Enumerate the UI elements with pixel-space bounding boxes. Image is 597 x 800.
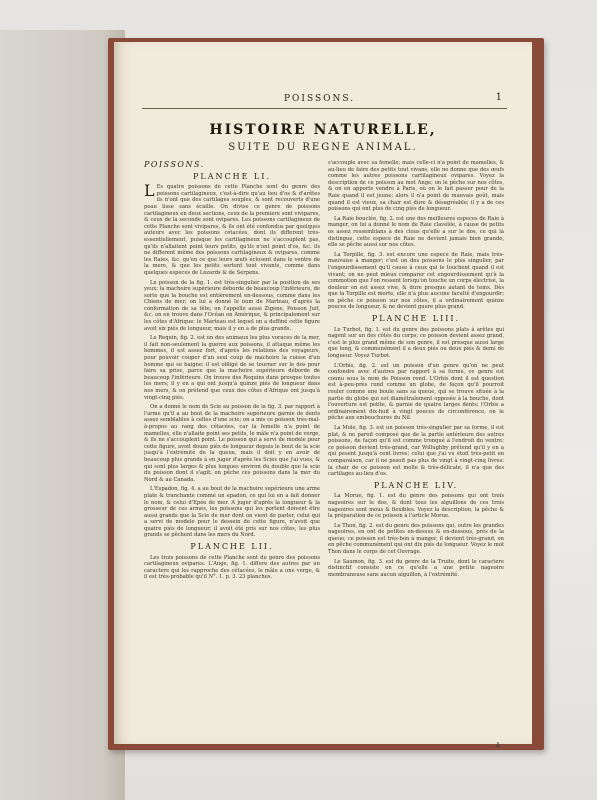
- paragraph: Le poisson de la fig. 1. est très-singulier par la position de ses yeux; la machoire supérieure déborde de beaucoup l'inférieure, de sorte que la bouche est entiérement en-dessous, comme dans les Chiens de mer; on lui a donné le nom de Marteau, d'après la conformation de sa tête; on l'appelle aussi Zigene, Poisson Juif, &c. on en trouve dans l'Océan en Amérique, & principalement sur les côtes d'Afrique: le Marteau est lequel on a deffiné cette figure avoit six piés de longueur, mais il y en a de plus grands.: [144, 279, 320, 332]
- paragraph-text: Es quatre poissons de cette Planche sont du genre des poissons cartilagineux, c'est-à-dire qu'au lieu d'os & d'arêtes ils n'ont que des cartilages souples, & sont recouverts d'une peau lisse sans écaille. On divise ce genre de poissons cartilagineux en deux sections, ceux de la premiere sont vivipares, & ceux de la seconde sont ovipares. Les poissons cartilagineux de cette Planche sont vivipares, & ils ont été confondus par quelques auteurs avec les poissons cétacées, dont ils different très-essentiellement, puisque les cartilagineux ne s'accouplent pas, qu'ils n'allaitent point leurs petits, qu'ils n'ont point d'os, &c. ils ne different même des poissons cartilagineux & ovipares, comme les Raies, &c. qu'en ce que leurs œufs éclosent dans le ventre de la mere, & que les petits sortent tout vivants, comme dans quelques especes de Lézards & de Serpens.: [144, 184, 320, 276]
- paragraph: Le Thon, fig. 2. est du genre des poissons qui, outre les grandes nageoires, en ont de petites en-dessus & en-dessous, près de la queue; ce poisson est très-bon à manger, il devient très-grand, on en pêche communément qui ont dix piés de longueur. Voyez le mot Thon dans le corps de cet Ouvrage.: [328, 522, 504, 556]
- plate-heading-liii: PLANCHE LIII.: [371, 314, 461, 324]
- plate-heading-li: PLANCHE LI.: [193, 171, 271, 181]
- paragraph: La Morue, fig. 1. est du genre des poissons qui ont trois nageoires sur le dos, & dont tous les aiguillons de ces trois nageoires sont mous & flexibles. Voyez la description, la pêche & la préparation de ce poisson à l'article Morue.: [328, 493, 504, 520]
- left-column: [144, 160, 320, 740]
- book-left-block: [0, 30, 125, 800]
- paragraph: On a donné le nom de Scie au poisson de la fig. 3. par rapport à l'arme qu'il a au bout de la machoire supérieure garnie de dents assez semblables à celles d'une scie; on a mis ce poisson très-mal-à-propos au rang des cétacées, car la femelle n'a point de mamelles, elle n'allaite point ses petits, le mâle n'a point de verge, & ils ne s'accouplent point. Le poisson qui a servi de modele pour cette figure, avoit douze piés de longueur depuis le bout de la scie jusqu'à l'extrémité de la queue, mais il doit y en avoir de beaucoup plus grands à en juger d'après les Scies que j'ai vues, & qui sont plus larges & plus longues environ du double que la scie du poisson dont il s'agit; on pêche ces poissons dans la mer du Nord & au Canada.: [144, 404, 320, 483]
- paragraph: La Raie bouclée, fig. 2. est une des meilleures especes de Raie à manger, on lui a donné le nom de Raie clavelée, à cause de petits os assez ressemblans à des clous qu'elle a sur le dos, ce qui la distingue, cette espece de Raie ne devient jamais bien grande, elle se pêche aussi sur nos côtes.: [328, 215, 504, 249]
- signature-mark: A: [495, 742, 500, 749]
- plate-heading-lii: PLANCHE LII.: [190, 542, 274, 552]
- book-page: [114, 42, 532, 749]
- paragraph: [144, 181, 320, 276]
- paragraph: Le Turbot, fig. 1. est du genre des poissons plats à arêtes qui nagent sur un des côtés du corps; ce poisson devient assez grand, c'est le plus grand même de son genre, il est presque aussi large que long, & communément il a deux piés ou deux piés & demi de longueur. Voyez Turbot.: [328, 326, 504, 360]
- page-number: 1: [495, 92, 502, 103]
- running-title: POISSONS.: [284, 94, 356, 104]
- paragraph: L'Espadon, fig. 4. a au bout de la machoire supérieure une arme plate & tranchante comme un epadon, ce qui lui en a fait donner le nom, & celui d'Epée de mer. A juger d'après la longueur & la grosseur de ces armes, les poissons qui les portent doivent être aussi grands que la Scie de mer dont on vient de parler, celui qui a servi de modele pour le dessein de cette figure, n'avoit que quatre piés de longueur; il avoit été pris sur nos côtes, les plus grands se pêchent dans les mers du Nord.: [144, 486, 320, 539]
- plate-heading-liv: PLANCHE LIV.: [373, 480, 459, 490]
- paragraph: Le Saumon, fig. 3. est du genre de la Truite, dont le caractere distinctif consiste en ce qu'elle a une petite nageoire membraneuse sans aucun aiguillon, à l'extrémité.: [328, 558, 504, 578]
- paragraph: L'Orbis, fig. 2. est un poisson d'un genre qu'on ne peut confondre avec d'autres par rapport à sa forme, ce genre est connu sous le nom de Poisson rond. L'Orbis dont il est question est à-peu-près rond comme un globe, de façon qu'il pourroit rouler comme une boule sans sa queue, qui se trouve située à la partie du globe qui est diamétralement opposée à la bouche, dont l'ouverture est petite, & garnie de quatre larges dents; l'Orbis a ordinairement dix-huit à vingt pouces de circonférence, on le pêche aux embouchures du Nil.: [328, 362, 504, 422]
- paragraph: La Torpille, fig. 3. est encore une espece de Raie, mais très-mauvaise à manger; c'est un des poissons le plus singulier, par l'engourdissement qu'il cause à ceux qui le touchent quand il est vivant; on ne peut mieux comparer cet engourdissement qu'à la commotion que l'on ressent lorsqu'on touche un corps électrisé, la douleur en est assez vive, & dure presque autant de tems. Dès que la Torpille est morte, elle n'a plus aucune faculté d'engourdir; on pêche ce poisson sur nos côtes, il a ordinairement quinze pouces de longueur, & ne devient guere plus grand.: [328, 251, 504, 311]
- paragraph: La Mole, fig. 3. est un poisson très-singulier par sa forme, il est plat, & ne paroit composé que de la partie antérieure des autres poissons, de façon qu'il est comme tronqué à l'endroit du ventre; ce poisson devient très-grand, car Willughby prétend qu'il y en a qui pesent jusqu'à cent livres; celui que j'ai vu étoit très-petit en comparaison, car il ne pesoit pas plus de vingt à vingt-cinq livres: la chair de ce poisson est molle & très-délicate, il n'a que des cartilages au-lieu d'os.: [328, 424, 504, 478]
- section-label: POISSONS.: [144, 160, 205, 169]
- right-column: [328, 160, 504, 740]
- paragraph: Les trois poissons de cette Planche sont du genre des poissons cartilagineux ovipares. L'Ange, fig. 1. differe des autres par un caractere qui les rapproche des cétacées, le mâle a une verge, & il est très-probable qu'il N°. 1. p. 3. 23 planches.: [144, 554, 320, 581]
- page-title: HISTOIRE NATURELLE,: [209, 122, 437, 138]
- header-rule: [142, 108, 507, 109]
- drop-cap: L: [144, 181, 155, 201]
- paragraph: s'accouple avec sa femelle; mais celle-ci n'a point de mamelles, & au-lieu de faire des petits tout vivans, elle ne donne que des œufs comme les autres poissons cartilagineux ovipares. Voyez la description de ce poisson au mot Ange; on le pêche sur nos côtes, & on en apporte vendre à Paris, où on le fait passer pour de la Raie quand il est jeune; alors il n'a point de mauvais goût, mais quand il est vieux, sa chair est dure & désagréable; il y a de ces poissons qui ont plus de cinq piés de longueur.: [328, 160, 504, 213]
- paragraph: Le Requin, fig. 2. est un des animaux les plus voraces de la mer, il fait non-seulement la guerre aux poissons, il attaque même les hommes, il est assez fort, d'après les relations des voyageurs, pour pouvoir couper d'un seul coup de machoire la cuisse d'un homme qui se baigne; il est obligé de se tourner sur le dos pour faire sa prise, parce que la machoire supérieure déborde de beaucoup l'inférieure. On trouve des Requins dans presque toutes les mers; il y en a qui ont jusqu'à quinze piés de longueur dans nos mers, & on prétend que ceux des côtes d'Afrique ont jusqu'à vingt-cinq piés.: [144, 335, 320, 401]
- page-subtitle: SUITE DU REGNE ANIMAL.: [228, 142, 418, 153]
